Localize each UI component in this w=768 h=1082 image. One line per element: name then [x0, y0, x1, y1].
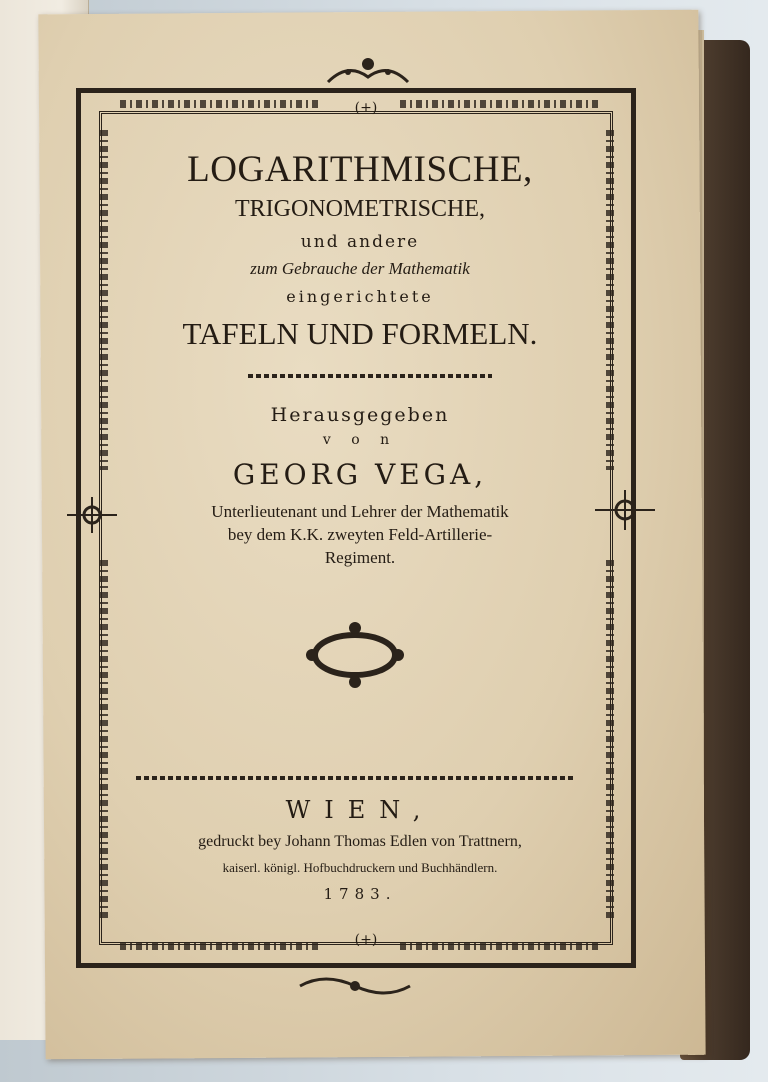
printer-line-2: kaiserl. königl. Hofbuchdruckern und Buchhändlern. — [222, 860, 498, 875]
right-border-band — [606, 560, 614, 920]
cartouche-ornament-icon — [300, 618, 410, 692]
imprint-divider — [136, 776, 576, 780]
left-border-band — [100, 130, 108, 470]
printer-line-1: gedruckt bey Johann Thomas Edlen von Trattnern, — [198, 833, 522, 850]
bottom-border-band — [400, 942, 600, 950]
bottom-mark: (+) — [354, 932, 378, 948]
author-title-line-3: Regiment. — [324, 548, 396, 567]
left-border-band — [100, 560, 108, 920]
title-line-3: und andere — [300, 232, 420, 252]
right-border-band — [606, 130, 614, 470]
left-rosette-icon — [62, 495, 122, 535]
publication-year: 1783. — [323, 885, 397, 903]
title-divider — [248, 374, 492, 378]
top-border-band — [120, 100, 320, 108]
author-title-line-2: bey dem K.K. zweyten Feld-Artillerie- — [227, 525, 493, 544]
place-of-printing: WIEN, — [285, 796, 435, 824]
editor-label: Herausgegeben — [270, 404, 450, 426]
title-line-1: LOGARITHMISCHE, — [187, 149, 533, 190]
top-border-band — [400, 100, 600, 108]
top-mark: (+) — [354, 100, 378, 116]
title-line-6: TAFELN UND FORMELN. — [182, 316, 538, 351]
von-label: v o n — [322, 432, 398, 448]
author-name: GEORG VEGA, — [232, 458, 488, 491]
title-line-5: eingerichtete — [286, 287, 434, 306]
bottom-ornament-icon — [290, 968, 420, 1004]
right-rosette-icon — [590, 488, 660, 532]
bottom-border-band — [120, 942, 320, 950]
author-title — [130, 500, 590, 569]
title-line-4: zum Gebrauche der Mathematik — [250, 259, 470, 278]
title-line-2: TRIGONOMETRISCHE, — [235, 196, 485, 222]
author-title-line-1: Unterlieutenant und Lehrer der Mathematik — [211, 502, 509, 521]
crown-ornament-icon — [318, 52, 418, 92]
